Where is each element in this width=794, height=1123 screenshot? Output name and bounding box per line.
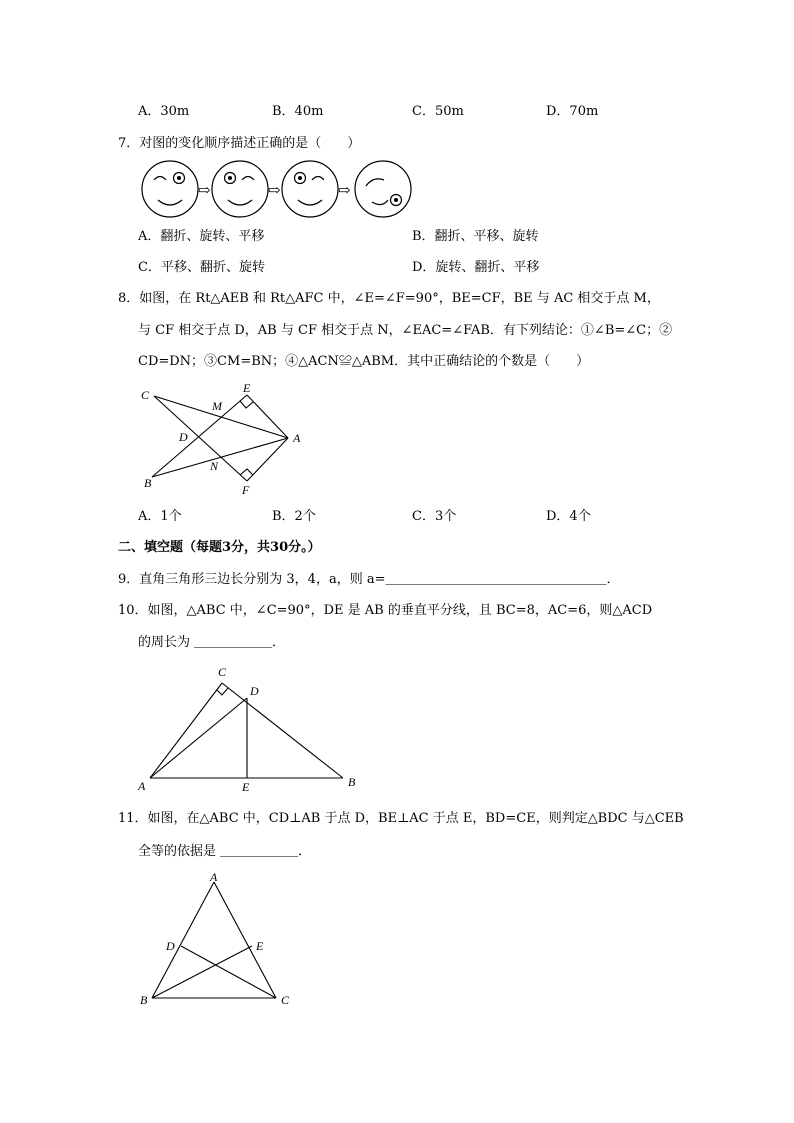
- q7-option-c: C．平移、翻折、旋转: [138, 260, 265, 275]
- q6-option-c: C．50m: [412, 104, 464, 119]
- q11-label-e: E: [256, 939, 264, 953]
- q10-label-e: E: [242, 780, 250, 794]
- q7-arrow-2: ⇨: [268, 183, 281, 199]
- q6-option-a: A．30m: [138, 104, 190, 119]
- q8-label-e: E: [243, 381, 251, 395]
- q8-option-c: C．3个: [412, 509, 457, 524]
- q8-label-n: N: [210, 459, 219, 473]
- q7-face-1: [142, 161, 198, 217]
- q11-label-c: C: [281, 993, 290, 1007]
- q7-question: 7．对图的变化顺序描述正确的是（ ）: [118, 136, 361, 151]
- q10-figure: [130, 660, 370, 796]
- q10-label-d: D: [250, 684, 259, 698]
- q6-option-b: B．40m: [272, 104, 324, 119]
- section-2-heading: 二、填空题（每题3分，共30分。）: [118, 540, 321, 555]
- q8-line-2: 与 CF 相交于点 D，AB 与 CF 相交于点 N，∠EAC=∠FAB．有下列结论：①∠B=∠C；②: [138, 323, 673, 338]
- q8-line-3: CD=DN；③CM=BN；④△ACN≌△ABM．其中正确结论的个数是（ ）: [138, 354, 590, 369]
- q7-face-4: [355, 161, 411, 217]
- q8-label-m: M: [212, 399, 222, 413]
- q7-face-3: [282, 161, 338, 217]
- q11-label-d: D: [166, 939, 175, 953]
- q11-figure: [136, 868, 300, 1010]
- q11-label-a: A: [210, 870, 218, 884]
- q8-option-b: B．2个: [272, 509, 316, 524]
- q7-arrow-1: ⇨: [198, 183, 211, 199]
- q10-line-1: 10．如图，△ABC 中，∠C=90°，DE 是 AB 的垂直平分线，且 BC=8，AC=6，则△ACD: [118, 603, 653, 618]
- q8-figure: [136, 380, 312, 500]
- q8-label-b: B: [144, 476, 152, 490]
- q7-arrow-3: ⇨: [338, 183, 351, 199]
- q7-face-2: [212, 161, 268, 217]
- q7-option-b: B．翻折、平移、旋转: [412, 229, 539, 244]
- q7-faces-figure: [138, 158, 418, 222]
- q7-option-a: A．翻折、旋转、平移: [138, 229, 265, 244]
- q10-label-a: A: [138, 779, 146, 793]
- q11-label-b: B: [140, 993, 148, 1007]
- q9-text: 9．直角三角形三边长分别为 3，4，a，则 a=＿＿＿＿＿＿＿＿＿＿＿＿＿＿＿＿＿．: [118, 572, 620, 587]
- q8-label-f: F: [242, 483, 250, 497]
- q8-line-1: 8．如图，在 Rt△AEB 和 Rt△AFC 中，∠E=∠F=90°，BE=CF，BE 与 AC 相交于点 M，: [118, 291, 660, 306]
- q8-label-d: D: [179, 430, 188, 444]
- q8-option-a: A．1个: [138, 509, 182, 524]
- q6-option-d: D．70m: [546, 104, 599, 119]
- q10-label-b: B: [348, 775, 356, 789]
- q11-line-2: 全等的依据是 ＿＿＿＿＿＿．: [138, 844, 312, 859]
- q7-option-d: D．旋转、翻折、平移: [412, 260, 540, 275]
- q10-label-c: C: [218, 665, 227, 679]
- q8-label-a: A: [293, 431, 301, 445]
- q8-label-c: C: [141, 388, 150, 402]
- q11-line-1: 11．如图，在△ABC 中，CD⊥AB 于点 D，BE⊥AC 于点 E，BD=CE，则判定△BDC 与△CEB: [118, 811, 684, 826]
- q10-line-2: 的周长为 ＿＿＿＿＿＿．: [138, 635, 286, 650]
- q8-option-d: D．4个: [546, 509, 591, 524]
